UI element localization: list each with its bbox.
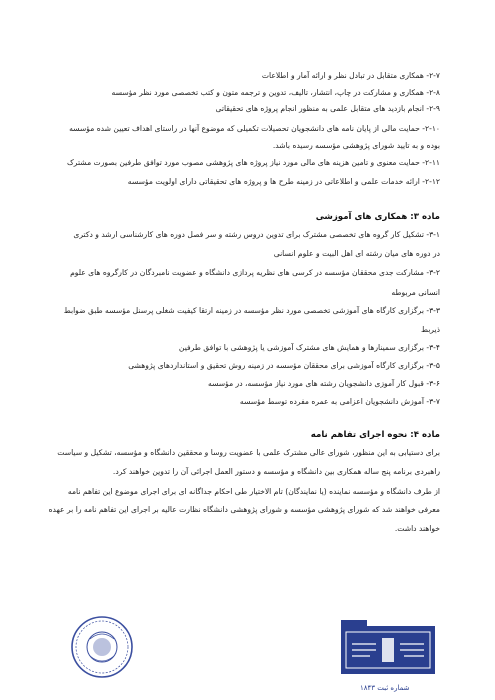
- clause-3-3-cont: ذیربط: [420, 325, 440, 334]
- article-4-line-2: راهبردی برنامه پنج ساله همکاری بین دانشگاه و مؤسسه و دستور العمل اجرائی آن را تدوین خواهند کرد.: [112, 467, 440, 476]
- article-4-heading: ماده ۴: نحوه اجرای تفاهم نامه: [310, 430, 440, 440]
- institute-logo-icon: [338, 618, 438, 678]
- clause-3-1: ۳-۱- تشکیل کار گروه های تخصصی مشترک برای تدوین دروس رشته و سر فصل دوره های کارشناسی ارشد و دکتری: [73, 230, 440, 239]
- clause-3-6: ۳-۶- قبول کار آموزی دانشجویان رشته های مورد نیاز مؤسسه، در مؤسسه: [207, 379, 440, 388]
- clause-3-5: ۳-۵- برگزاری کارگاه آموزشی برای محققان مؤسسه در زمینه روش تحقیق و استانداردهای پژوهشی: [128, 361, 440, 370]
- clause-2-11: ۲-۱۱- حمایت معنوی و تامین هزینه های مالی مورد نیاز پروژه های پژوهشی مصوب مورد توافق طرفین بصورت مشترک: [67, 158, 440, 167]
- article-4-line-5: خواهند داشت.: [394, 524, 440, 533]
- clause-3-4: ۳-۴- برگزاری سمینارها و همایش های مشترک آموزشی یا پژوهشی با توافق طرفین: [178, 343, 440, 352]
- article-4-line-4: معرفی خواهند شد که شورای پژوهشی مؤسسه و شورای پژوهشی دانشگاه نظارت عالیه بر اجرای این تفاهم نامه را بر عهده: [48, 505, 440, 514]
- clause-2-10-cont: بوده و به تایید شورای پژوهشی مؤسسه رسیده باشد.: [272, 141, 440, 150]
- clause-2-9: ۲-۹- انجام بازدید های متقابل علمی به منظور انجام پروژه های تحقیقاتی: [215, 104, 440, 113]
- clause-3-3: ۳-۳- برگزاری کارگاه های آموزشی تخصصی مورد نظر مؤسسه در زمینه ارتقا کیفیت شغلی پرسنل مؤسسه طبق ضوابط: [63, 306, 440, 315]
- clause-3-2: ۳-۲- مشارکت جدی محققان مؤسسه در کرسی های نظریه پردازی دانشگاه و عضویت نامبردگان در کارگروه های علوم: [70, 268, 440, 277]
- clause-3-1-cont: در دوره های میان رشته ای اهل البیت و علوم انسانی: [273, 249, 440, 258]
- clause-3-2-cont: انسانی مربوطه: [391, 288, 440, 297]
- official-seal-icon: [70, 615, 134, 679]
- clause-3-7: ۳-۷- آموزش دانشجویان اعزامی به عمره مفرده توسط مؤسسه: [239, 397, 440, 406]
- article-4-line-1: برای دستیابی به این منظور، شورای عالی مشترک علمی با عضویت روسا و محققین دانشگاه و مؤسسه، تشکیل و سیاست: [57, 448, 440, 457]
- clause-2-12: ۲-۱۲- ارائه خدمات علمی و اطلاعاتی در زمینه طرح ها و پروژه های تحقیقاتی دارای اولویت مؤسسه: [127, 177, 440, 186]
- registration-number: شماره ثبت ۱۸۴۳: [360, 684, 410, 692]
- clause-2-7: ۲-۷- همکاری متقابل در تبادل نظر و ارائه آمار و اطلاعات: [261, 71, 440, 80]
- article-3-heading: ماده ۳: همکاری های آموزشی: [315, 212, 440, 222]
- article-4-line-3: از طرف دانشگاه و مؤسسه نماینده (یا نمایندگان) تام الاختیار طی احکام جداگانه ای برای اجرای موضوع این تفاهم نامه: [67, 487, 440, 496]
- clause-2-8: ۲-۸- همکاری و مشارکت در چاپ، انتشار، تالیف، تدوین و ترجمه متون و کتب تخصصی مورد نظر مؤسسه: [111, 88, 440, 97]
- clause-2-10: ۲-۱۰- حمایت مالی از پایان نامه های دانشجویان تحصیلات تکمیلی که موضوع آنها در راستای اهداف تعیین شده مؤسسه: [69, 124, 440, 133]
